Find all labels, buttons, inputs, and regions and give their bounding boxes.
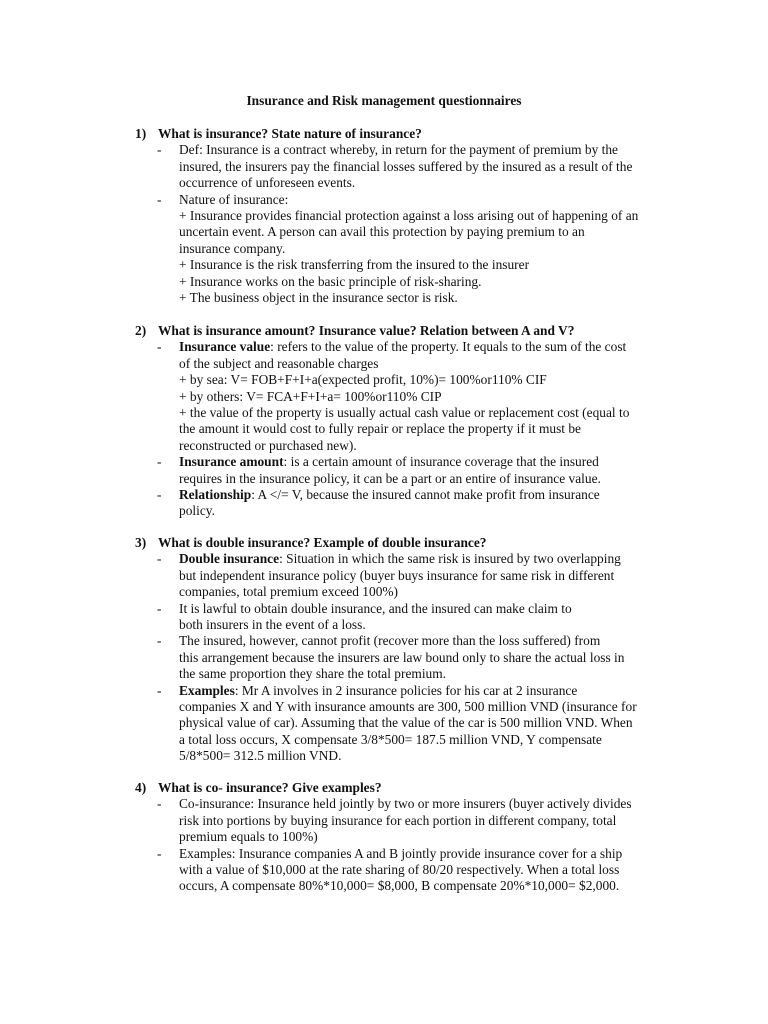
text-line: Nature of insurance: [179, 191, 289, 207]
text-line [179, 551, 655, 567]
answer-item [135, 796, 655, 845]
bullet-dash: - [157, 551, 162, 567]
text-line: uncertain event. A person can avail this protection by paying premium to an [179, 224, 585, 240]
answer-text [179, 454, 655, 487]
bullet-dash: - [157, 600, 162, 616]
question-heading [135, 780, 655, 796]
question-number: 1) [135, 126, 147, 141]
text-line: companies, total premium exceed 100%) [179, 584, 399, 600]
text-line: a total loss occurs, X compensate 3/8*500= 187.5 million VND, Y compensate [179, 731, 602, 747]
text-line: of the subject and reasonable charges [179, 355, 379, 371]
question-heading [135, 535, 655, 551]
text-line: occurs, A compensate 80%*10,000= $8,000, B compensate 20%*10,000= $2,000. [179, 878, 620, 894]
text-line [179, 339, 655, 355]
text-line: + Insurance provides financial protection against a loss arising out of happening of an [179, 208, 639, 224]
question-section-1 [135, 126, 655, 306]
bullet-dash: - [157, 339, 162, 355]
text-line: reconstructed or purchased new). [179, 437, 357, 453]
question-section-2 [135, 323, 655, 520]
answer-text [179, 796, 655, 845]
text-line: Co-insurance: Insurance held jointly by two or more insurers (buyer actively divides [179, 796, 632, 812]
text-line: insured, the insurers pay the financial losses suffered by the insured as a result of the [179, 158, 633, 174]
bullet-dash: - [157, 454, 162, 470]
term-definition: : is a certain amount of insurance coverage that the insured [283, 454, 599, 470]
text-line: but independent insurance policy (buyer buys insurance for same risk in different [179, 567, 615, 583]
answer-item [135, 846, 655, 895]
text-line: with a value of $10,000 at the rate sharing of 80/20 respectively. When a total loss [179, 862, 620, 878]
term-definition: : A </= V, because the insured cannot make profit from insurance [251, 487, 600, 503]
text-line: companies X and Y with insurance amounts are 300, 500 million VND (insurance for [179, 699, 637, 715]
text-line: insurance company. [179, 240, 286, 256]
answer-item [135, 633, 655, 682]
bullet-dash: - [157, 142, 162, 158]
text-line: It is lawful to obtain double insurance, and the insured can make claim to [179, 600, 572, 616]
text-line: physical value of car). Assuming that the value of the car is 500 million VND. When [179, 715, 633, 731]
answer-text [179, 846, 655, 895]
question-heading [135, 126, 655, 142]
question-number: 2) [135, 323, 147, 338]
term-label: Double insurance [179, 551, 280, 567]
answer-text [179, 487, 655, 520]
term-definition: : Mr A involves in 2 insurance policies for his car at 2 insurance [234, 682, 578, 698]
answer-item [135, 339, 655, 454]
text-line [179, 454, 655, 470]
text-line: + by others: V= FCA+F+I+a= 100%or110% CIP [179, 388, 442, 404]
text-line: + Insurance works on the basic principle of risk-sharing. [179, 273, 482, 289]
text-line: Def: Insurance is a contract whereby, in return for the payment of premium by the [179, 142, 619, 158]
term-label: Examples [179, 682, 235, 698]
answer-item [135, 192, 655, 307]
answer-item [135, 683, 655, 765]
question-text: What is double insurance? Example of double insurance? [158, 535, 487, 550]
text-line: this arrangement because the insurers are law bound only to share the actual loss in [179, 649, 625, 665]
answer-list [135, 796, 655, 894]
text-line: both insurers in the event of a loss. [179, 617, 366, 633]
answer-list [135, 551, 655, 764]
text-line: Examples: Insurance companies A and B jointly provide insurance cover for a ship [179, 845, 623, 861]
text-line: The insured, however, cannot profit (recover more than the loss suffered) from [179, 633, 601, 649]
text-line: policy. [179, 503, 215, 519]
text-line [179, 683, 655, 699]
text-line: the amount it would cost to fully repair or replace the property if it must be [179, 421, 581, 437]
answer-item [135, 551, 655, 600]
bullet-dash: - [157, 633, 162, 649]
question-section-4 [135, 780, 655, 895]
answer-item [135, 142, 655, 191]
answer-text [179, 192, 655, 307]
question-text: What is co- insurance? Give examples? [158, 780, 382, 795]
question-section-3 [135, 535, 655, 765]
text-line: + the value of the property is usually actual cash value or replacement cost (equal to [179, 405, 630, 421]
term-definition: : refers to the value of the property. It equals to the sum of the cost [270, 339, 627, 355]
bullet-dash: - [157, 796, 162, 812]
text-line: occurrence of unforeseen events. [179, 175, 356, 191]
answer-text [179, 339, 655, 454]
text-line: premium equals to 100%) [179, 829, 318, 845]
question-text: What is insurance amount? Insurance value? Relation between A and V? [158, 323, 575, 338]
text-line: 5/8*500= 312.5 million VND. [179, 748, 342, 764]
answer-text [179, 142, 655, 191]
text-line: the same proportion they share the total premium. [179, 666, 446, 682]
term-definition: : Situation in which the same risk is insured by two overlapping [279, 551, 621, 567]
answer-item [135, 454, 655, 487]
bullet-dash: - [157, 845, 162, 861]
bullet-dash: - [157, 487, 162, 503]
question-number: 3) [135, 535, 147, 550]
text-line: requires in the insurance policy, it can be a part or an entire of insurance value. [179, 470, 601, 486]
bullet-dash: - [157, 682, 162, 698]
document-title: Insurance and Risk management questionnaires [246, 93, 522, 108]
answer-list [135, 142, 655, 306]
answer-text [179, 683, 655, 765]
bullet-dash: - [157, 191, 162, 207]
text-line: + Insurance is the risk transferring from the insured to the insurer [179, 257, 530, 273]
answer-item [135, 601, 655, 634]
text-line: + The business object in the insurance sector is risk. [179, 290, 458, 306]
term-label: Relationship [179, 487, 252, 503]
term-label: Insurance value [179, 339, 271, 355]
term-label: Insurance amount [179, 454, 284, 470]
question-heading [135, 323, 655, 339]
text-line: + by sea: V= FOB+F+I+a(expected profit, 10%)= 100%or110% CIF [179, 372, 547, 388]
text-line: risk into portions by buying insurance for each portion in different company, total [179, 812, 617, 828]
answer-text [179, 551, 655, 600]
answer-text [179, 601, 655, 634]
text-line [179, 487, 655, 503]
question-number: 4) [135, 780, 147, 795]
answer-item [135, 487, 655, 520]
question-text: What is insurance? State nature of insurance? [158, 126, 422, 141]
answer-text [179, 633, 655, 682]
answer-list [135, 339, 655, 519]
